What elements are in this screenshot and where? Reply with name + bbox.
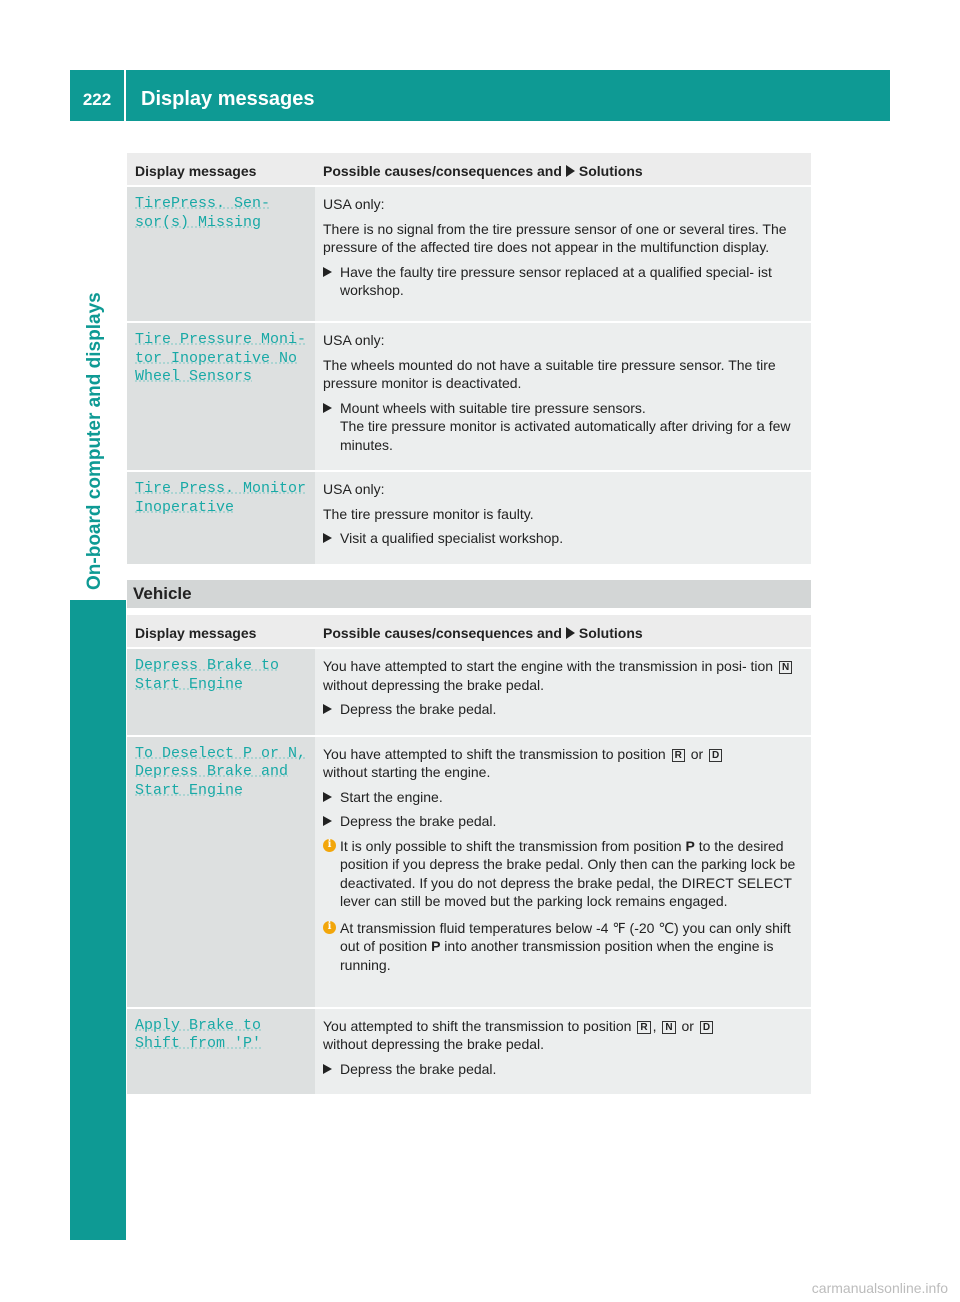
table-row [127,472,811,564]
info-icon: i [323,921,336,934]
gear-n-icon: N [779,661,792,674]
side-tab-label: On-board computer and displays [84,292,105,590]
gear-d-icon: D [700,1021,713,1034]
gear-r-icon: R [637,1021,650,1034]
gear-d-icon: D [709,749,722,762]
list-item: Depress the brake pedal. [323,700,803,719]
arrow-bullet-icon [323,1064,332,1074]
info-note: i At transmission fluid temperatures below -4 ℉ (-20 ℃) you can only shift out of position P into another transmission position when the engine is running. [323,919,803,975]
list-item: Visit a qualified specialist workshop. [323,529,803,548]
list-item: Depress the brake pedal. [323,812,803,831]
arrow-bullet-icon [323,816,332,826]
table-row [127,187,811,321]
message-code: Tire Press. Monitor Inoperative [127,472,315,564]
display-messages-table-2 [127,613,811,1096]
arrow-right-icon [566,165,575,177]
table-header-row [127,615,811,647]
table-row [127,323,811,470]
arrow-bullet-icon [323,792,332,802]
message-code: Tire Pressure Moni‐ tor Inoperative No Wheel Sensors [127,323,315,470]
message-solution: USA only: The wheels mounted do not have a suitable tire pressure sensor. The tire pressure monitor is deactivated. Mount wheels with suitable tire pressure sensors. The tire pressure monitor is activated automatically after driving for a few minutes. [315,323,811,470]
message-solution: You have attempted to start the engine with the transmission in posi- tion N without depressing the brake pedal. Depress the brake pedal. [315,649,811,735]
message-code: TirePress. Sen‐ sor(s) Missing [127,187,315,321]
table-row [127,737,811,1007]
header-causes-solutions: Possible causes/consequences and Solutions [315,615,811,647]
arrow-right-icon [566,627,575,639]
section-title-vehicle: Vehicle [133,584,192,603]
display-messages-table-1 [127,151,811,566]
header-causes-solutions: Possible causes/consequences and Solutions [315,153,811,185]
message-code: To Deselect P or N, Depress Brake and Start Engine [127,737,315,1007]
message-code: Apply Brake to Shift from 'P' [127,1009,315,1095]
side-tab-block [70,600,126,1240]
list-item: Start the engine. [323,788,803,807]
section-bar [127,580,811,608]
message-solution: You attempted to shift the transmission to position R , N or D without depressing the brake pedal. Depress the brake pedal. [315,1009,811,1095]
list-item: Depress the brake pedal. [323,1060,803,1079]
arrow-bullet-icon [323,267,332,277]
gear-n-icon: N [662,1021,675,1034]
table-row [127,1009,811,1095]
info-note: i It is only possible to shift the transmission from position P to the desired position if you depress the brake pedal. Only then can the parking lock be deactivated. If you do not depress the brake pedal, the DIRECT SELECT lever can still be moved but the parking lock remains engaged. [323,837,803,911]
list-item: Mount wheels with suitable tire pressure sensors. The tire pressure monitor is activated automatically after driving for a few minutes. [323,399,803,455]
message-code: Depress Brake to Start Engine [127,649,315,735]
info-icon: i [323,839,336,852]
message-solution: USA only: There is no signal from the tire pressure sensor of one or several tires. The pressure of the affected tire does not appear in the multifunction display. Have the faulty tire pressure sensor replaced at a qualified special- ist workshop. [315,187,811,321]
message-solution: You have attempted to shift the transmission to position R or D without starting the engine. Start the engine. Depress the brake pedal. i It is only possible to shift the transmission from position P to the desired position if you depress the brake pedal. Only then can the parking lock be deactivated. If you do not depress the brake pedal, the DIRECT SELECT lever can still be moved but the parking lock remains engaged. i At transmission fluid temperatures below -4 ℉ (-20 ℃) you can only shift out of position P into another transmission position when the engine is running. [315,737,811,1007]
header-display-messages: Display messages [127,153,315,185]
message-solution: USA only: The tire pressure monitor is faulty. Visit a qualified specialist workshop. [315,472,811,564]
list-item: Have the faulty tire pressure sensor replaced at a qualified special- ist workshop. [323,263,803,300]
page-number: 222 [70,70,126,121]
gear-r-icon: R [672,749,685,762]
arrow-bullet-icon [323,533,332,543]
header-display-messages: Display messages [127,615,315,647]
table-row [127,649,811,735]
arrow-bullet-icon [323,403,332,413]
arrow-bullet-icon [323,704,332,714]
table-header-row [127,153,811,185]
page-title: Display messages [141,88,315,110]
watermark: carmanualsonline.info [811,1280,948,1296]
